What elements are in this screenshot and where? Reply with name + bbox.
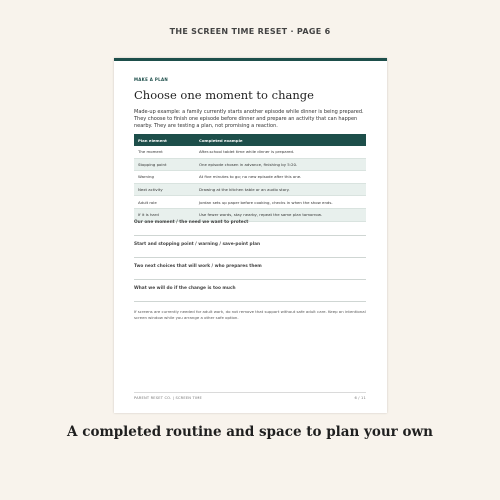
table-cell: Warning	[134, 171, 196, 184]
table-header-row	[134, 134, 366, 146]
table-cell: One episode chosen in advance, finishing by 5:20.	[196, 158, 366, 171]
image-caption: A completed routine and space to plan your own	[67, 424, 433, 440]
plan-prompt-moment[interactable]: Our one moment / the need we want to protect	[134, 220, 366, 236]
table-row	[134, 183, 366, 196]
table-cell: Jordan sets up paper before cooking, checks in when the show ends.	[196, 196, 366, 209]
page-header-label: THE SCREEN TIME RESET · PAGE 6	[169, 27, 331, 36]
table-cell: Adult role	[134, 196, 196, 209]
document-page	[114, 58, 387, 413]
table-cell: At five minutes to go; no new episode after this one.	[196, 171, 366, 184]
section-kicker: MAKE A PLAN	[134, 77, 169, 82]
plan-prompt-fallback[interactable]: What we will do if the change is too much	[134, 286, 366, 302]
footer-divider	[134, 392, 366, 393]
table-cell: If it is hard	[134, 208, 196, 221]
column-header: Completed example	[196, 134, 366, 146]
page-number: 6 / 11	[354, 396, 366, 400]
plan-prompt-next-choices[interactable]: Two next choices that will work / who prepares them	[134, 264, 366, 280]
table-cell: The moment	[134, 146, 196, 158]
table-cell: After-school tablet time while dinner is prepared.	[196, 146, 366, 158]
intro-paragraph: Made-up example: a family currently starts another episode while dinner is being prepared. They choose to finish one episode before dinner and prepare an activity that can happen nearby. They are testing a plan, not promising a reaction.	[134, 109, 364, 130]
safety-footnote: If screens are currently needed for adult work, do not remove that support without safe adult care. Keep an intentional screen window while you arrange a other safe option.	[134, 309, 366, 320]
table-row	[134, 171, 366, 184]
table-row	[134, 158, 366, 171]
table-row	[134, 146, 366, 158]
table-cell: Next activity	[134, 183, 196, 196]
column-header: Plan element	[134, 134, 196, 146]
plan-table	[134, 134, 366, 222]
table-cell: Drawing at the kitchen table or an audio story.	[196, 183, 366, 196]
page-accent-bar	[114, 58, 387, 61]
plan-prompt-stopping-point[interactable]: Start and stopping point / warning / save-point plan	[134, 242, 366, 258]
footer-brand: PARENT RESET CO. | SCREEN TIME	[134, 396, 202, 400]
table-row	[134, 196, 366, 209]
table-cell: Use fewer words, stay nearby, repeat the same plan tomorrow.	[196, 208, 366, 221]
table-cell: Stopping point	[134, 158, 196, 171]
page-title: Choose one moment to change	[134, 88, 314, 102]
